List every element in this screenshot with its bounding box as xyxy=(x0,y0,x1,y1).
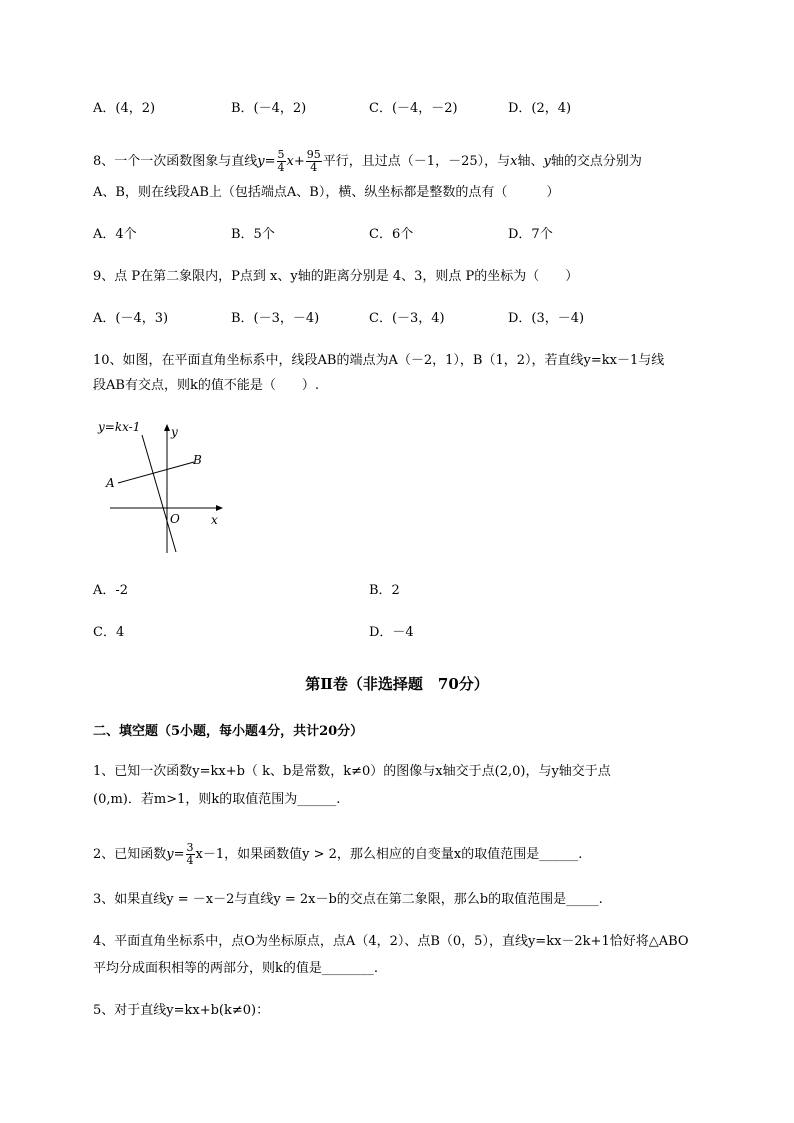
fill-4-line1: 4、平面直角坐标系中，点O为坐标原点，点A（4，2）、点B（0，5），直线y=kx－2k+1恰好将△ABO xyxy=(93,934,689,949)
q7-option-d: D．(2，4) xyxy=(508,101,572,116)
q10-option-c: C．4 xyxy=(93,625,125,640)
q9-option-a: A．(－4，3) xyxy=(93,311,169,326)
y-axis-arrow xyxy=(164,424,170,431)
q8-option-c: C．6个 xyxy=(369,227,414,242)
q8-option-d: D．7个 xyxy=(508,227,553,242)
q9-option-b: B．(－3，－4) xyxy=(231,311,320,326)
fill-2-den: 4 xyxy=(186,854,194,867)
q10-option-d: D．－4 xyxy=(369,625,414,640)
q7-option-a: A．(4，2) xyxy=(93,101,156,116)
q7-option-c: C．(－4，－2) xyxy=(369,101,458,116)
fill-2-y: y xyxy=(166,847,174,862)
line-y-kx-1 xyxy=(142,435,176,552)
fill-4-line2: 平均分成面积相等的两部分，则k的值是________. xyxy=(93,961,379,976)
label-line: y=kx-1 xyxy=(98,420,141,434)
q10-option-a: A．-2 xyxy=(93,583,129,598)
q8-line1 xyxy=(93,149,642,174)
label-y: y xyxy=(171,425,178,439)
q8-frac1-num: 5 xyxy=(277,148,285,161)
q8-frac1-den: 4 xyxy=(277,161,285,174)
q8-eq-y: y xyxy=(257,154,265,169)
q8-x-axis: x xyxy=(510,154,518,169)
q10-line2: 段AB有交点，则k的值不能是（ ）. xyxy=(93,378,319,393)
fill-1-line2: (0,m)．若m>1，则k的取值范围为______. xyxy=(93,792,341,807)
q8-text-part2: 平行，且过点（－1，－25），与 xyxy=(322,154,511,169)
q10-figure xyxy=(90,415,230,560)
section-2-title: 第Ⅱ卷（非选择题 70分） xyxy=(305,675,489,693)
fill-2-post: x－1，如果函数值y > 2，那么相应的自变量x的取值范围是______. xyxy=(195,847,583,862)
q9-option-d: D．(3，－4) xyxy=(508,311,585,326)
fill-3: 3、如果直线y = －x－2与直线y = 2x－b的交点在第二象限，那么b的取值范围是_____. xyxy=(93,892,603,907)
label-x: x xyxy=(211,513,218,527)
fill-2 xyxy=(93,842,582,867)
q8-y-axis: y xyxy=(543,154,551,169)
label-b: B xyxy=(193,453,202,467)
q9-text: 9、点 P在第二象限内，P点到 x、y轴的距离分别是 4、3，则点 P的坐标为（ ） xyxy=(93,269,579,284)
q8-fraction-1 xyxy=(277,149,286,174)
fill-in-header: 二、填空题（5小题，每小题4分，共计20分） xyxy=(93,724,364,739)
q8-text-part4: 轴的交点分别为 xyxy=(550,154,642,169)
q7-option-b: B．(－4，2) xyxy=(231,101,307,116)
x-axis-arrow xyxy=(216,505,223,511)
fill-2-num: 3 xyxy=(186,841,194,854)
q8-text-part3: 轴、 xyxy=(517,154,544,169)
q8-eq-x: x xyxy=(286,154,294,169)
q9-option-c: C．(－3，4) xyxy=(369,311,445,326)
q10-line1: 10、如图，在平面直角坐标系中，线段AB的端点为A（－2，1），B（1，2），若直线y=kx－1与线 xyxy=(93,353,665,368)
q8-line2: A、B，则在线段AB上（包括端点A、B），横、纵坐标都是整数的点有（ ） xyxy=(93,185,560,200)
q8-eq-eq: = xyxy=(264,154,276,169)
label-a: A xyxy=(106,476,115,490)
q8-fraction-2 xyxy=(306,149,322,174)
q8-option-b: B．5个 xyxy=(231,227,275,242)
label-o: O xyxy=(170,512,180,526)
fill-2-eq: = xyxy=(173,847,185,862)
q8-frac2-num: 95 xyxy=(306,148,321,161)
q8-text-part1: 8、一个一次函数图象与直线 xyxy=(93,154,258,169)
q8-option-a: A．4个 xyxy=(93,227,137,242)
fill-5: 5、对于直线y=kx+b(k≠0)： xyxy=(93,1003,270,1018)
q8-frac2-den: 4 xyxy=(310,161,318,174)
fill-2-pre: 2、已知函数 xyxy=(93,847,167,862)
q8-eq-plus: + xyxy=(293,154,305,169)
q10-option-b: B．2 xyxy=(369,583,400,598)
fill-1-line1: 1、已知一次函数y=kx+b（ k、b是常数，k≠0）的图像与x轴交于点(2,0)，与y轴交于点 xyxy=(93,764,611,779)
fill-2-fraction xyxy=(186,842,195,867)
segment-ab xyxy=(118,462,194,483)
